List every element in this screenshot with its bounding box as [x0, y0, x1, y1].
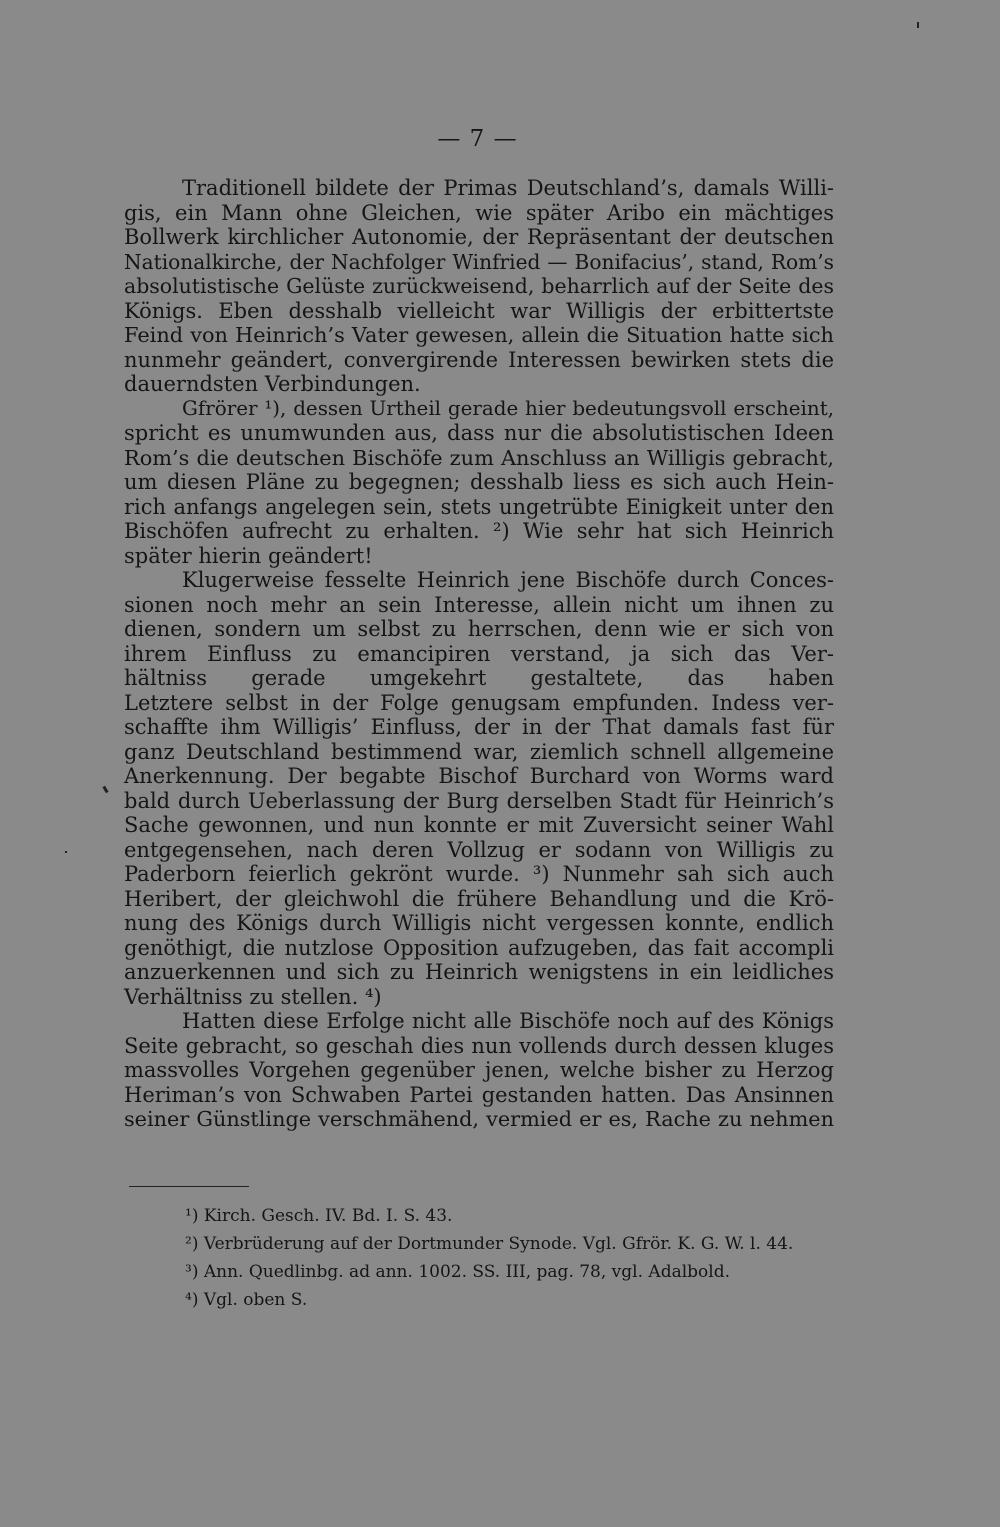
text-line: Bollwerk kirchlicher Autonomie, der Repräsentant der deutschen	[124, 225, 834, 249]
text-line: Feind von Heinrich’s Vater gewesen, allein die Situation hatte sich	[124, 323, 834, 347]
text-line: Anerkennung. Der begabte Bischof Burchard von Worms ward	[124, 764, 834, 788]
footnote: ¹) Kirch. Gesch. IV. Bd. I. S. 43.	[185, 1206, 453, 1226]
footnote: ³) Ann. Quedlinbg. ad ann. 1002. SS. III, pag. 78, vgl. Adalbold.	[185, 1262, 730, 1282]
text-line: Bischöfen aufrecht zu erhalten. ²) Wie sehr hat sich Heinrich	[124, 519, 834, 543]
text-line: ihrem Einfluss zu emancipiren verstand, ja sich das Ver-	[124, 641, 834, 666]
footnotes	[185, 1202, 845, 1314]
text-line: Letztere selbst in der Folge genugsam empfunden. Indess ver-	[124, 690, 834, 715]
text-line: entgegensehen, nach deren Vollzug er sodann von Willigis zu	[124, 837, 834, 862]
text-line: Seite gebracht, so geschah dies nun vollends durch dessen kluges	[124, 1033, 834, 1058]
text-line: später hierin geändert!	[124, 543, 373, 568]
text-line: Königs. Eben desshalb vielleicht war Willigis der erbittertste	[124, 298, 834, 323]
text-line: dauerndsten Verbindungen.	[124, 372, 421, 396]
footnote-divider	[129, 1186, 249, 1187]
text-line: Hatten diese Erfolge nicht alle Bischöfe noch auf des Königs	[182, 1009, 834, 1033]
text-line: nunmehr geändert, convergirende Interessen bewirken stets die	[124, 347, 834, 372]
text-line: Traditionell bildete der Primas Deutschland’s, damals Willi-	[182, 176, 834, 200]
paragraph	[124, 1009, 834, 1132]
text-line: gis, ein Mann ohne Gleichen, wie später Aribo ein mächtiges	[124, 200, 834, 225]
text-line: Rom’s die deutschen Bischöfe zum Anschluss an Willigis gebracht,	[124, 445, 834, 470]
text-line: Verhältniss zu stellen. ⁴)	[124, 984, 382, 1009]
page-number: — 7 —	[437, 126, 518, 152]
text-line: Heriman’s von Schwaben Partei gestanden hatten. Das Ansinnen	[124, 1082, 834, 1107]
text-line: Heribert, der gleichwohl die frühere Behandlung und die Krö-	[124, 886, 834, 911]
text-line: Nationalkirche, der Nachfolger Winfried — Bonifacius’, stand, Rom’s	[124, 249, 834, 274]
text-line: Paderborn feierlich gekrönt wurde. ³) Nunmehr sah sich auch	[124, 862, 834, 886]
text-line: anzuerkennen und sich zu Heinrich wenigstens in ein leidliches	[124, 960, 834, 984]
paragraph	[124, 568, 834, 1009]
text-line: seiner Günstlinge verschmähend, vermied er es, Rache zu nehmen	[124, 1107, 834, 1131]
text-line: Gfrörer ¹), dessen Urtheil gerade hier bedeutungsvoll erscheint,	[182, 396, 834, 420]
text-line: absolutistische Gelüste zurückweisend, beharrlich auf der Seite des	[124, 274, 834, 298]
body-text	[124, 176, 834, 1132]
text-line: Sache gewonnen, und nun konnte er mit Zuversicht seiner Wahl	[124, 813, 834, 837]
scan-speck	[102, 786, 108, 794]
paragraph	[124, 176, 834, 397]
text-line: ganz Deutschland bestimmend war, ziemlich schnell allgemeine	[124, 739, 834, 764]
scan-speck	[65, 851, 67, 853]
footnote: ²) Verbrüderung auf der Dortmunder Synode. Vgl. Gfrör. K. G. W. l. 44.	[185, 1234, 794, 1254]
scan-speck	[917, 22, 919, 28]
text-line: hältniss gerade umgekehrt gestaltete, das haben	[124, 666, 834, 690]
footnote: ⁴) Vgl. oben S.	[185, 1290, 308, 1310]
paragraph	[124, 397, 834, 569]
text-line: bald durch Ueberlassung der Burg derselben Stadt für Heinrich’s	[124, 788, 834, 813]
text-line: rich anfangs angelegen sein, stets ungetrübte Einigkeit unter den	[124, 494, 834, 519]
text-line: dienen, sondern um selbst zu herrschen, denn wie er sich von	[124, 617, 834, 641]
text-line: schaffte ihm Willigis’ Einfluss, der in der That damals fast für	[124, 715, 834, 739]
text-line: Klugerweise fesselte Heinrich jene Bischöfe durch Conces-	[182, 568, 834, 592]
text-line: sionen noch mehr an sein Interesse, allein nicht um ihnen zu	[124, 592, 834, 617]
text-line: um diesen Pläne zu begegnen; desshalb liess es sich auch Hein-	[124, 470, 834, 494]
text-line: spricht es unumwunden aus, dass nur die absolutistischen Ideen	[124, 421, 834, 445]
text-line: massvolles Vorgehen gegenüber jenen, welche bisher zu Herzog	[124, 1058, 834, 1082]
text-line: genöthigt, die nutzlose Opposition aufzugeben, das fait accompli	[124, 935, 834, 960]
text-line: nung des Königs durch Willigis nicht vergessen konnte, endlich	[124, 911, 834, 935]
